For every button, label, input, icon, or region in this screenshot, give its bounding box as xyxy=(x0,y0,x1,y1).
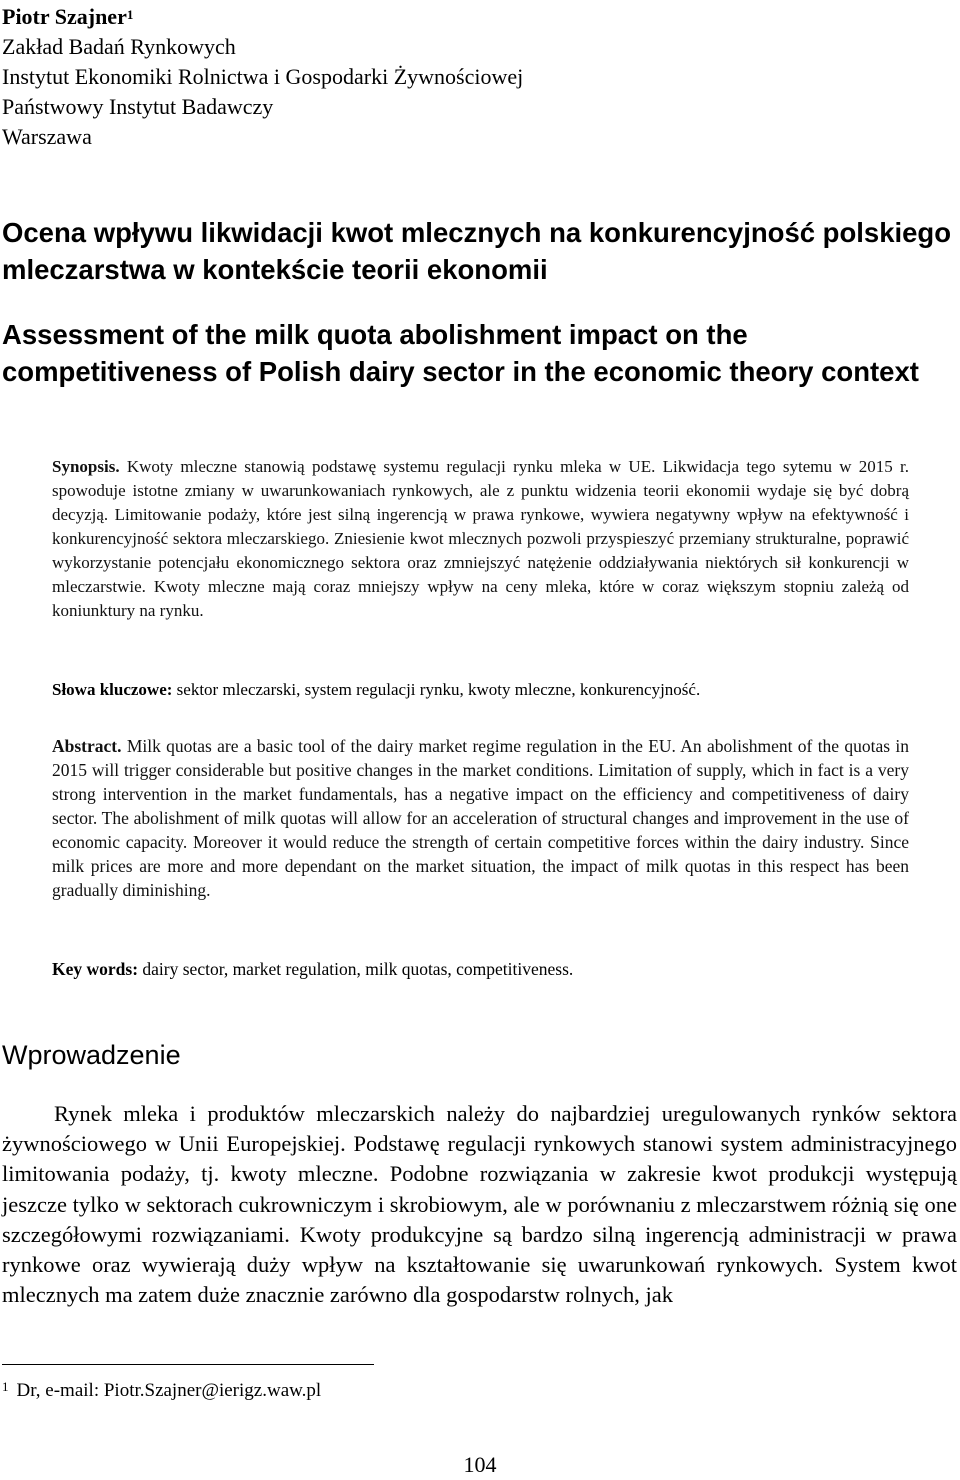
paper-title-english: Assessment of the milk quota abolishment impact on the competitiveness of Polish dairy sector in the economic theory context xyxy=(2,319,919,387)
affiliation-line: Zakład Badań Rynkowych xyxy=(2,34,236,59)
intro-paragraph: Rynek mleka i produktów mleczarskich należy do najbardziej uregulowanych rynków sektora żywnościowego w Unii Europejskiej. Podstawę regulacji rynkowych stanowi system administracyjnego limitowania podaży, tj. kwoty mleczne. Podobne rozwiązania w zakresie kwot produkcji występują jeszcze tylko w sektorach cukrowniczym i skrobiowym, ale w porównaniu z mleczarstwem różnią się one szczegółowymi rozwiązaniami. Kwoty produkcyjne są bardzo silną ingerencją administracji w prawa rynkowe oraz wywierają duży wpływ na kształtowanie się uwarunkowań rynkowych. System kwot mlecznych ma zatem duże znacznie zarówno dla gospodarstw rolnych, jak xyxy=(2,1101,957,1308)
synopsis-label: Synopsis. xyxy=(52,457,120,476)
keywords-english-label: Key words: xyxy=(52,959,139,979)
abstract-text: Milk quotas are a basic tool of the dairy market regime regulation in the EU. An abolishment of the quotas in 2015 will trigger considerable but positive changes in the market conditions. Limitation of supply, which in fact is a very strong intervention in the market fundamentals, has a negative impact on the efficiency and competitiveness of dairy sector. The abolishment of milk quotas will allow for an acceleration of structural changes and improvement in the use of economic capacity. Moreover it would reduce the strength of certain competitive forces within the dairy industry. Since milk prices are more and more dependant on the market situation, the impact of milk quotas in this respect has been gradually diminishing. xyxy=(52,736,909,900)
affiliation-line: Warszawa xyxy=(2,124,92,149)
affiliation-line: Instytut Ekonomiki Rolnictwa i Gospodarki Żywnościowej xyxy=(2,64,524,89)
paper-title-polish: Ocena wpływu likwidacji kwot mlecznych na konkurencyjność polskiego mleczarstwa w kontekście teorii ekonomii xyxy=(2,217,952,285)
author-name-text: Piotr Szajner xyxy=(2,4,127,29)
keywords-polish xyxy=(52,678,909,702)
keywords-polish-label: Słowa kluczowe: xyxy=(52,680,173,699)
abstract-paragraph xyxy=(52,734,909,902)
keywords-polish-text: sektor mleczarski, system regulacji rynku, kwoty mleczne, konkurencyjność. xyxy=(176,680,701,699)
footnote-divider xyxy=(2,1364,374,1365)
author-footnote-mark: 1 xyxy=(126,7,134,22)
section-heading: Wprowadzenie xyxy=(2,1040,181,1070)
page-number: 104 xyxy=(463,1452,497,1477)
footnote-text: Dr, e-mail: Piotr.Szajner@ierigz.waw.pl xyxy=(16,1380,322,1401)
keywords-english-text: dairy sector, market regulation, milk quotas, competitiveness. xyxy=(142,959,574,979)
abstract-label: Abstract. xyxy=(52,736,122,756)
footnote-mark: 1 xyxy=(2,1379,9,1394)
synopsis-text: Kwoty mleczne stanowią podstawę systemu regulacji rynku mleka w UE. Likwidacja tego sytemu w 2015 r. spowoduje istotne zmiany w uwarunkowaniach rynkowych, ale z punktu widzenia teorii ekonomii wydaje się być dobrą decyzją. Limitowanie podaży, które jest silną ingerencją w prawa rynkowe, wywiera negatywny wpływ na efektywność i konkurencyjność sektora mleczarskiego. Zniesienie kwot mlecznych pozwoli przyspieszyć przemiany strukturalne, poprawić wykorzystanie potencjału ekonomicznego sektora oraz zmniejszyć natężenie oddziaływania niektórych sił konkurencji w mleczarstwie. Kwoty mleczne mają coraz mniejszy wpływ na ceny mleka, które w coraz większym stopniu zależą od koniunktury na rynku. xyxy=(52,457,909,620)
keywords-english xyxy=(52,957,909,981)
synopsis-paragraph xyxy=(52,455,909,623)
author-name xyxy=(2,2,523,32)
affiliation-line: Państwowy Instytut Badawczy xyxy=(2,94,274,119)
author-block xyxy=(2,2,523,152)
footnote xyxy=(2,1380,321,1402)
